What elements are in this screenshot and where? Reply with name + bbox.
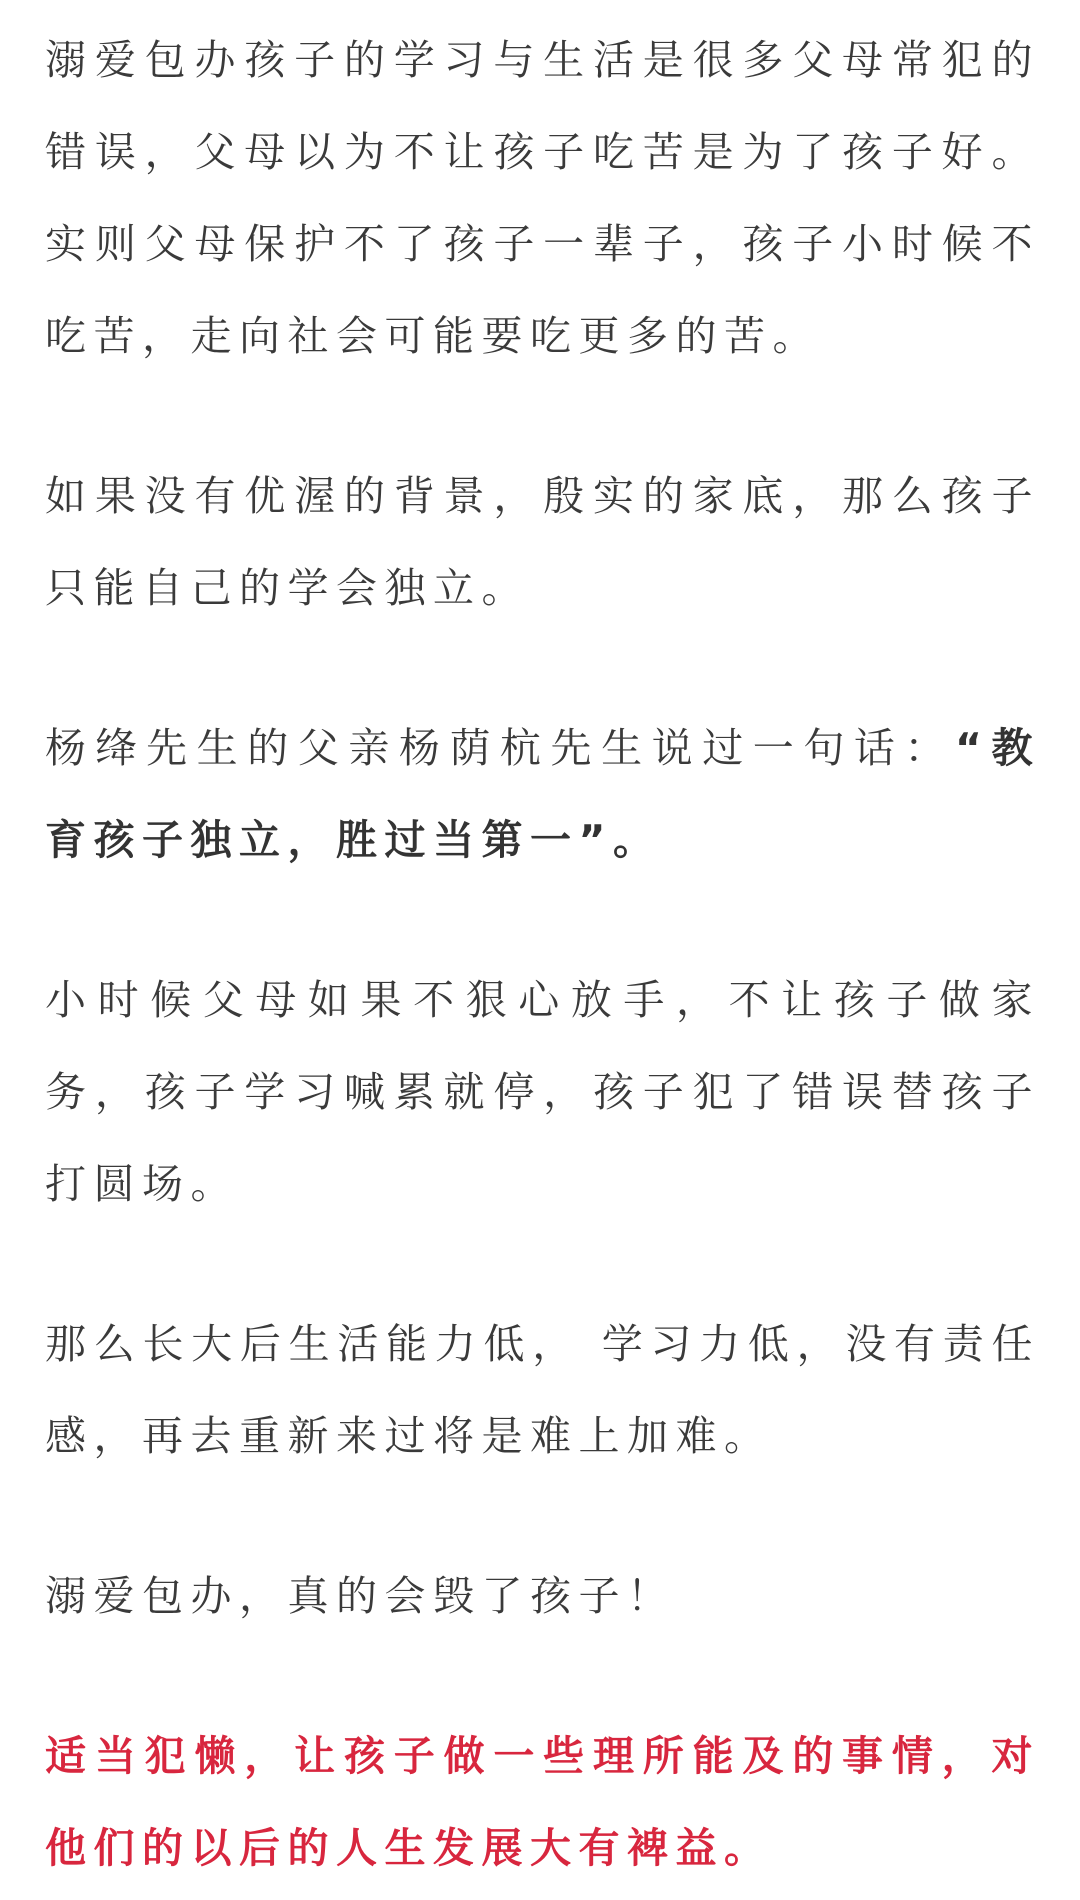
paragraph-consequence: 那么长大后生活能力低， 学习力低，没有责任感，再去重新来过将是难上加难。	[45, 1320, 1040, 1460]
paragraph-childhood: 小时候父母如果不狠心放手，不让孩子做家务，孩子学习喊累就停，孩子犯了错误替孩子打圆场。	[45, 976, 1040, 1208]
paragraph-highlight-advice: 适当犯懒，让孩子做一些理所能及的事情，对他们的以后的人生发展大有裨益。	[45, 1732, 1040, 1872]
quote-emphasis: “教育孩子独立，胜过当第一”。	[45, 724, 1041, 864]
paragraph-spoiling-mistake: 溺爱包办孩子的学习与生活是很多父母常犯的错误，父母以为不让孩子吃苦是为了孩子好。实则父母保护不了孩子一辈子，孩子小时候不吃苦，走向社会可能要吃更多的苦。	[45, 36, 1040, 360]
quote-intro: 杨绛先生的父亲杨荫杭先生说过一句话：	[45, 724, 955, 772]
paragraph-independence: 如果没有优渥的背景，殷实的家底，那么孩子只能自己的学会独立。	[45, 472, 1040, 612]
article-body	[45, 14, 1040, 1894]
paragraph-quote	[45, 702, 1040, 886]
paragraph-warning: 溺爱包办，真的会毁了孩子！	[45, 1572, 676, 1620]
